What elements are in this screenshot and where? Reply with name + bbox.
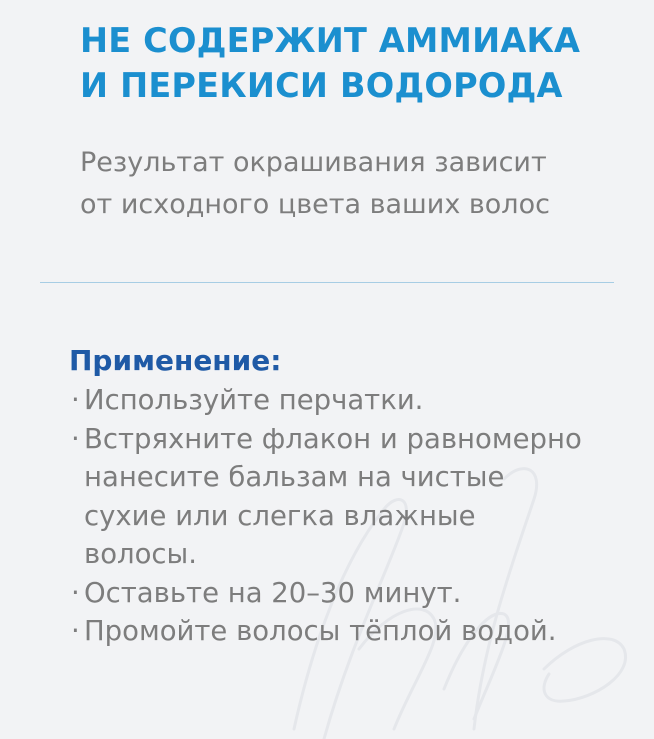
- heading-line-1: НЕ СОДЕРЖИТ АММИАКА: [80, 21, 581, 60]
- bullet-icon: ·: [71, 384, 80, 416]
- usage-item-line: волосы.: [84, 538, 198, 570]
- usage-item-line: Используйте перчатки.: [84, 384, 424, 416]
- usage-item-line: сухие или слегка влажные: [84, 499, 476, 532]
- main-heading: [80, 18, 640, 108]
- subtitle-line-2: от исходного цвета ваших волос: [80, 189, 550, 220]
- usage-item: [69, 574, 639, 613]
- usage-item: [69, 420, 639, 574]
- heading-line-2: И ПЕРЕКИСИ ВОДОРОДА: [80, 66, 563, 105]
- subtitle-line-1: Результат окрашивания зависит: [80, 147, 547, 178]
- bullet-icon: ·: [71, 422, 80, 455]
- usage-title: Применение:: [69, 344, 282, 377]
- bullet-icon: ·: [71, 576, 80, 609]
- usage-list: [69, 381, 639, 651]
- usage-item-line: Встряхните флакон и равномерно: [84, 422, 582, 455]
- usage-item-line: Промойте волосы тёплой водой.: [84, 615, 557, 647]
- subtitle: [80, 142, 640, 226]
- bullet-icon: ·: [71, 615, 80, 647]
- section-divider: [40, 282, 614, 283]
- usage-item-line: Оставьте на 20–30 минут.: [84, 576, 462, 609]
- usage-item: [69, 612, 639, 651]
- usage-item-line: нанесите бальзам на чистые: [84, 461, 505, 493]
- usage-item: [69, 381, 639, 420]
